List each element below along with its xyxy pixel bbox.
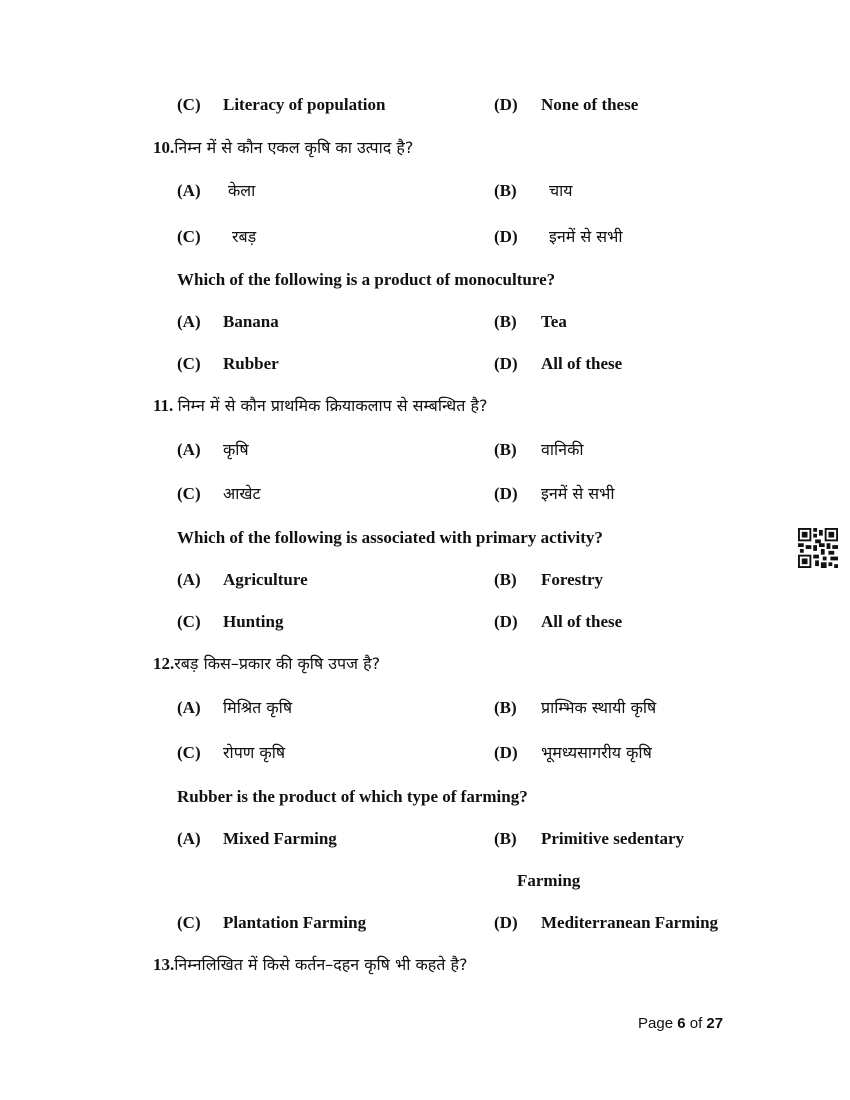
question-number: 10.	[153, 138, 175, 157]
option-label: (C)	[177, 743, 201, 762]
option-label: (A)	[177, 829, 201, 848]
option-text: Mediterranean Farming	[541, 913, 719, 932]
option-label: (C)	[177, 484, 201, 503]
option-text: Banana	[223, 312, 279, 331]
option-text-hindi: चाय	[549, 181, 573, 200]
question-number: 12.	[153, 654, 175, 673]
option-label: (C)	[177, 95, 201, 114]
question-13-hindi	[153, 954, 467, 976]
option-label: (B)	[494, 440, 517, 459]
option-text: All of these	[541, 354, 623, 373]
question-text-hindi: रबड़ किस–प्रकार की कृषि उपज है?	[174, 654, 381, 673]
option-label: (B)	[494, 829, 517, 848]
option-text: Primitive sedentary	[541, 829, 685, 848]
qr-code-icon	[798, 528, 838, 568]
option-text-hindi: इनमें से सभी	[549, 227, 623, 246]
option-text: Mixed Farming	[223, 829, 337, 848]
option-text: None of these	[541, 95, 639, 114]
page-of: of	[689, 1015, 703, 1032]
option-text: Plantation Farming	[223, 913, 367, 932]
option-label: (C)	[177, 227, 201, 246]
option-text: Forestry	[541, 570, 603, 589]
question-12-english: Rubber is the product of which type of farming?	[177, 787, 528, 806]
option-label: (C)	[177, 354, 201, 373]
option-label: (D)	[494, 484, 518, 503]
option-text: All of these	[541, 612, 623, 631]
option-text-hindi: कृषि	[223, 440, 249, 459]
option-text-hindi: रोपण कृषि	[223, 743, 286, 762]
question-text-hindi: निम्नलिखित में किसे कर्तन–दहन कृषि भी कहते है?	[174, 955, 468, 974]
question-11-hindi	[153, 395, 487, 417]
option-label: (D)	[494, 354, 518, 373]
option-text: Agriculture	[223, 570, 308, 589]
option-label: (D)	[494, 95, 518, 114]
option-text-hindi: केला	[228, 181, 256, 200]
option-text: Tea	[541, 312, 567, 331]
option-label: (C)	[177, 612, 201, 631]
option-text: Rubber	[223, 354, 279, 373]
question-11-english: Which of the following is associated with primary activity?	[177, 528, 603, 547]
option-text-hindi: आखेट	[223, 484, 261, 503]
option-text-hindi: वानिकी	[541, 440, 584, 459]
question-number: 11.	[153, 396, 174, 415]
option-label: (A)	[177, 181, 201, 200]
question-10-hindi	[153, 137, 413, 159]
option-label: (D)	[494, 913, 518, 932]
option-label: (B)	[494, 181, 517, 200]
option-text-continuation: Farming	[517, 871, 581, 890]
page-total: 27	[706, 1015, 724, 1032]
option-text-hindi: इनमें से सभी	[541, 484, 615, 503]
option-label: (D)	[494, 227, 518, 246]
option-text-hindi: भूमध्यसागरीय कृषि	[541, 743, 652, 762]
option-label: (A)	[177, 698, 201, 717]
option-label: (B)	[494, 312, 517, 331]
option-label: (A)	[177, 440, 201, 459]
option-label: (D)	[494, 743, 518, 762]
option-text: Hunting	[223, 612, 284, 631]
page-current: 6	[677, 1015, 686, 1032]
option-label: (D)	[494, 612, 518, 631]
option-label: (A)	[177, 570, 201, 589]
question-10-english: Which of the following is a product of monoculture?	[177, 270, 556, 289]
option-label: (B)	[494, 698, 517, 717]
option-label: (C)	[177, 913, 201, 932]
option-text-hindi: प्राम्भिक स्थायी कृषि	[541, 698, 657, 717]
page-prefix: Page	[638, 1015, 674, 1032]
page-footer	[638, 1015, 723, 1032]
option-text-hindi: मिश्रित कृषि	[223, 698, 293, 717]
option-label: (A)	[177, 312, 201, 331]
option-text-hindi: रबड़	[232, 227, 257, 246]
question-text-hindi: निम्न में से कौन प्राथमिक क्रियाकलाप से सम्बन्धित है?	[177, 396, 488, 415]
question-12-hindi	[153, 653, 380, 675]
question-number: 13.	[153, 955, 175, 974]
question-text-hindi: निम्न में से कौन एकल कृषि का उत्पाद है?	[174, 138, 414, 157]
option-text: Literacy of population	[223, 95, 386, 114]
option-label: (B)	[494, 570, 517, 589]
